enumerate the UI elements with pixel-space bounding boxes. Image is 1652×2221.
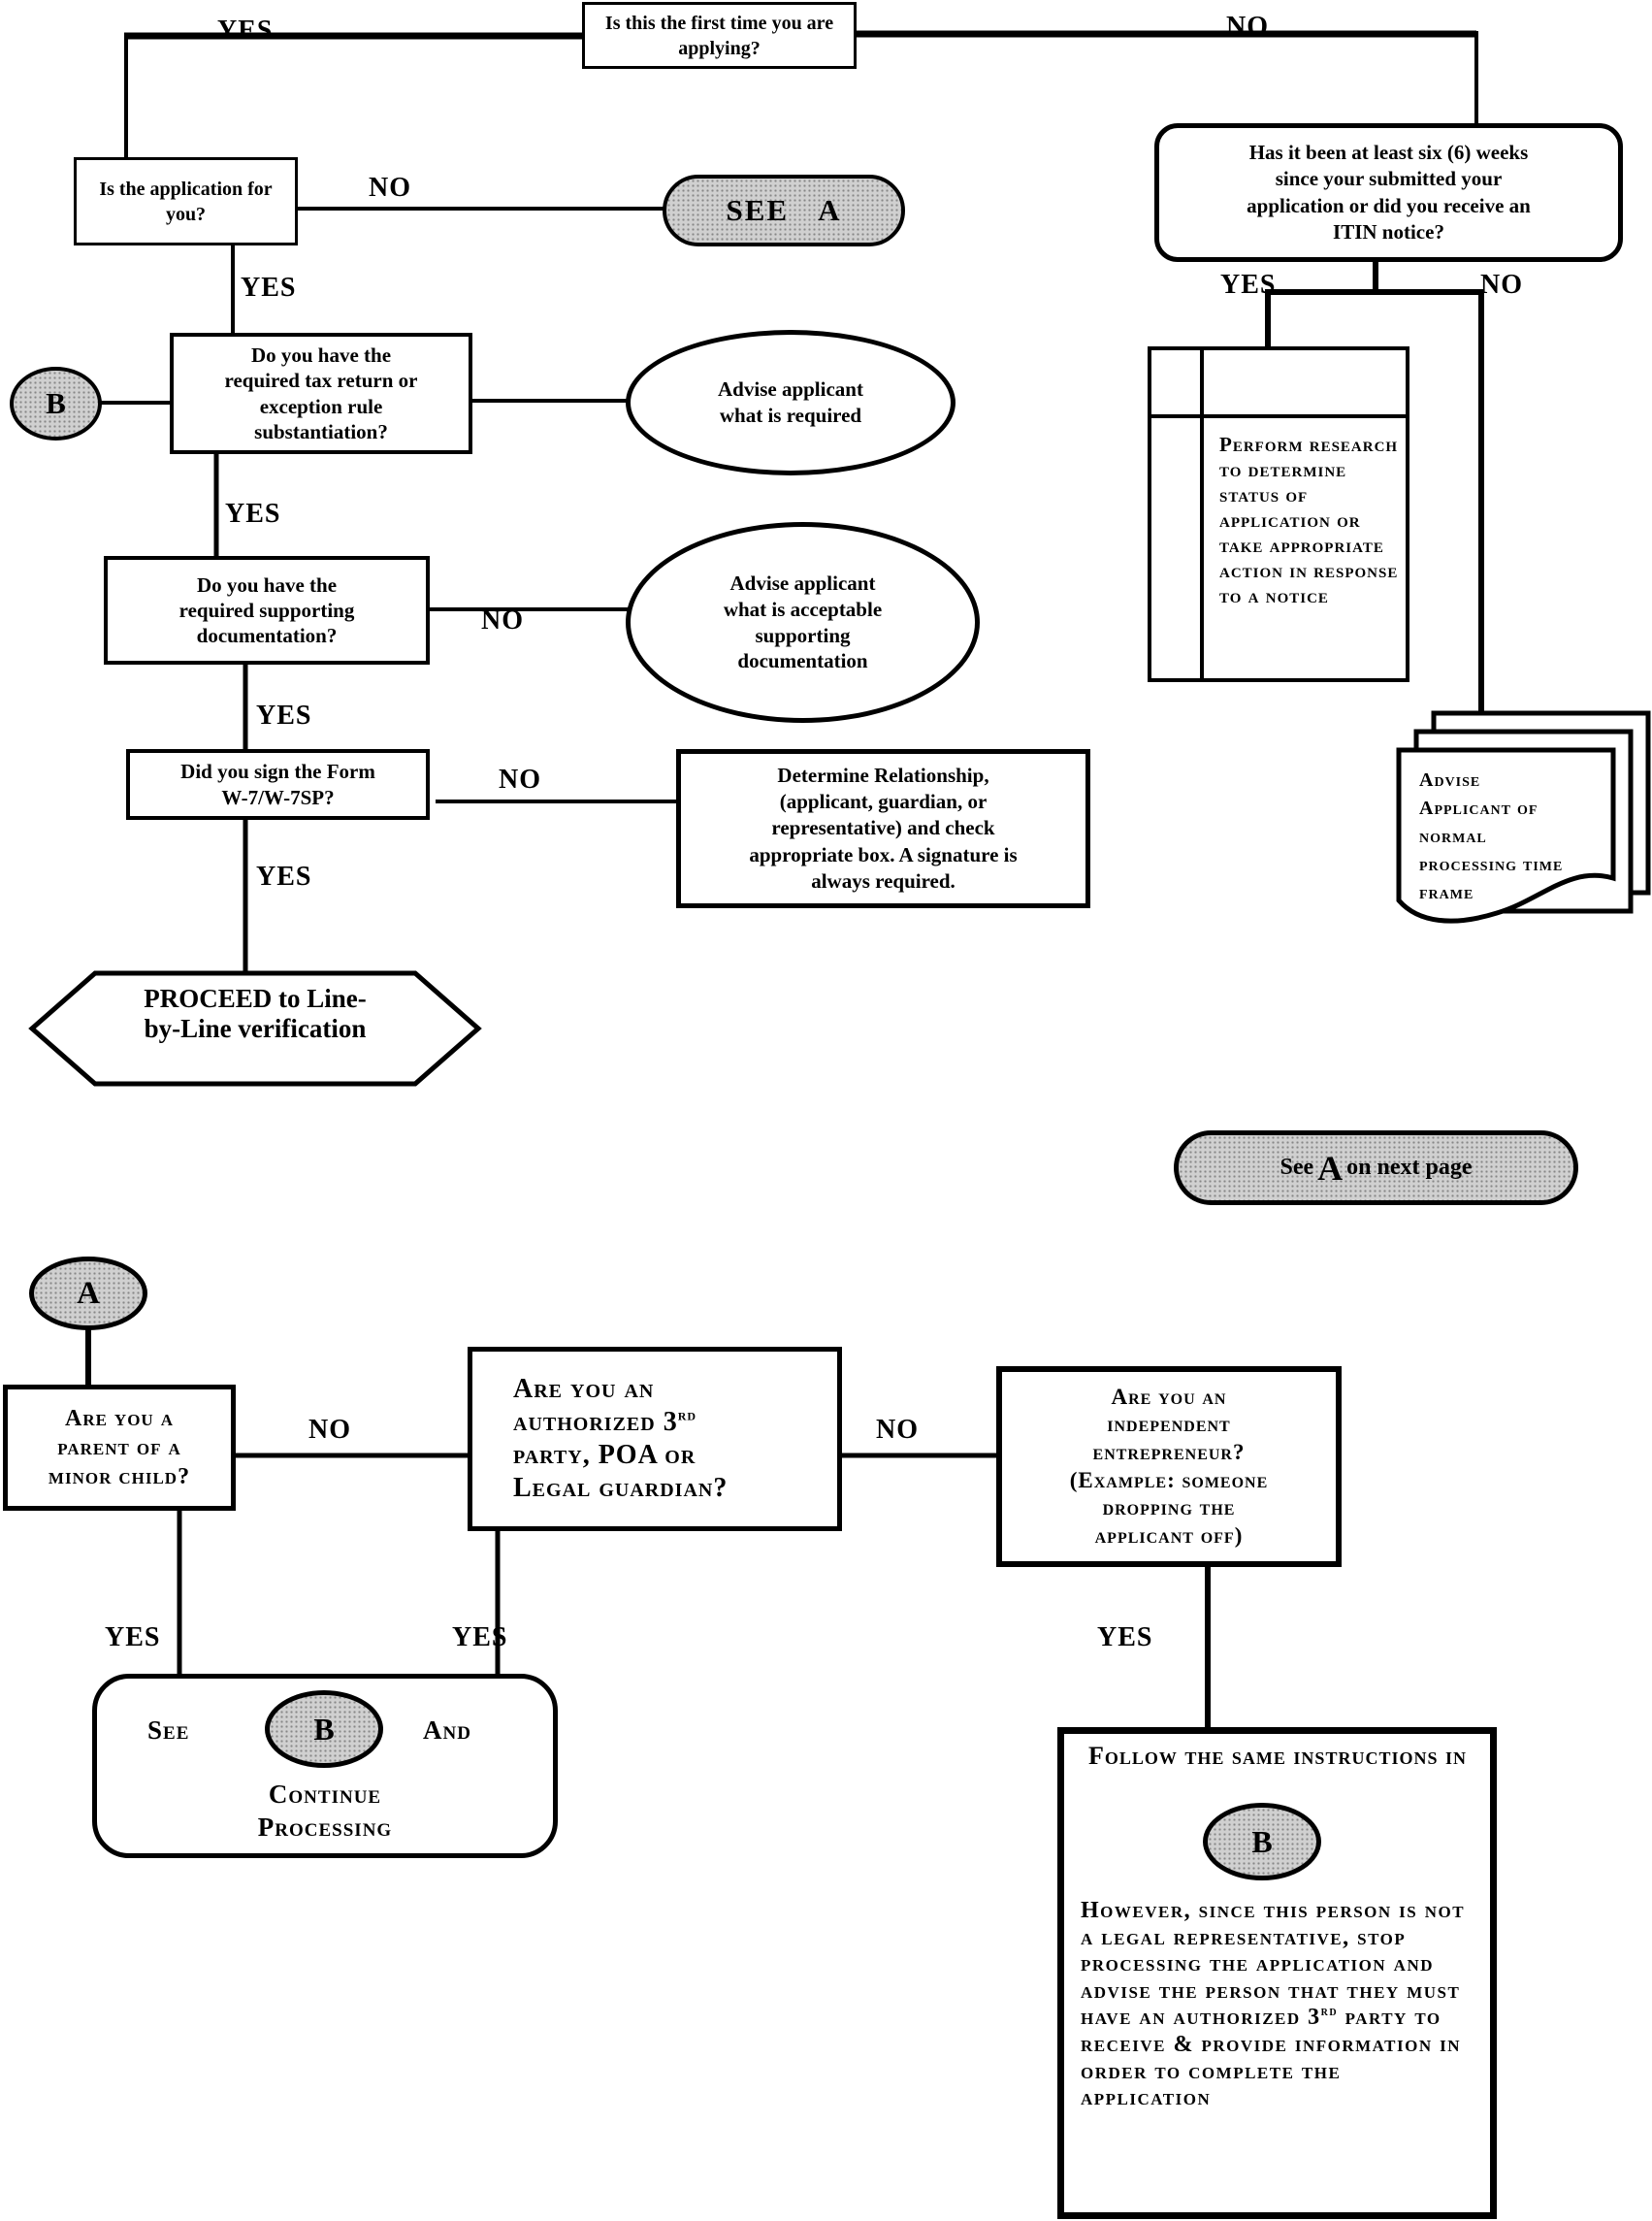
label-yes-has-been: YES [1220,270,1277,300]
follow-instructions-body [1081,1898,1474,2112]
tax-return-question-box [170,333,472,454]
advise-timeframe-text: Advise Applicant of normal processing time frame [1419,769,1564,903]
b-connector-letter: B [46,386,66,420]
see-b-badge-letter: B [313,1711,335,1747]
see-a-terminal [663,175,905,246]
see-b-badge [265,1690,383,1768]
determine-relationship-text: Determine Relationship, (applicant, guardian, or representative) and check appropriate box. A signature is always required. [749,763,1018,893]
label-no-first-time: NO [1226,12,1269,42]
entrepreneur-question-text: Are you an independent entrepreneur? (Example: someone dropping the applicant off) [1069,1384,1269,1548]
see-a-letter: A [818,193,842,227]
label-no-application: NO [369,173,411,203]
see-a-text: SEE [726,193,790,227]
a-connector-badge [29,1257,147,1330]
sign-w7-question-box [126,749,430,820]
label-yes-first-time: YES [217,16,274,46]
label-yes-sign-w7: YES [256,862,312,892]
see-b-continue-text: Continue Processing [257,1780,393,1842]
perform-research-table [1148,346,1409,682]
b-connector-badge [10,367,102,441]
supporting-doc-question-box [104,556,430,665]
label-no-has-been: NO [1480,270,1523,300]
proceed-hexagon-text: PROCEED to Line-by-Line verification [144,984,367,1044]
label-no-sign-w7: NO [499,765,541,795]
label-no-supporting-doc: NO [481,605,524,636]
label-yes-authorized: YES [452,1622,508,1652]
authorized-party-question-text [513,1373,775,1506]
authorized-party-text-post: party, POA or Legal guardian? [513,1440,729,1504]
see-b-see-text: See [147,1715,190,1745]
supporting-doc-question-text: Do you have the required supporting documentation? [178,572,355,648]
label-no-authorized: NO [876,1415,919,1445]
a-connector-letter: A [77,1275,100,1311]
follow-instructions-badge-letter: B [1251,1823,1273,1859]
parent-minor-question-text: Are you a parent of a minor child? [48,1406,191,1489]
perform-research-row-divider [1151,414,1406,418]
follow-body-post: party to receive & provide information in order to complete the application [1081,2005,1462,2111]
label-yes-parent: YES [105,1622,161,1652]
has-been-six-weeks-box [1154,123,1623,262]
label-yes-entrepreneur: YES [1097,1622,1153,1652]
see-a-next-page-terminal [1174,1130,1578,1205]
first-time-question-text: Is this the first time you are applying? [604,12,834,59]
tax-return-question-text: Do you have the required tax return or exception rule substantiation? [224,343,418,443]
label-yes-application: YES [241,273,297,303]
advise-acceptable-text: Advise applicant what is acceptable supporting documentation [723,571,883,673]
application-for-you-text: Is the application for you? [99,178,273,225]
label-yes-tax-return: YES [225,499,281,529]
advise-required-text: Advise applicant what is required [718,376,863,427]
see-a-next-pre: See [1279,1155,1314,1180]
authorized-party-text-sup: rd [677,1405,697,1424]
label-no-parent: NO [308,1415,351,1445]
perform-research-text: Perform research to determine status of application or take appropriate action in response to a notice [1219,433,1399,608]
follow-body-pre: However, since this person is not a legal representative, stop processing the application and advise the person that they must have an authorized 3 [1081,1898,1466,2031]
has-been-six-weeks-text: Has it been at least six (6) weeks since your submitted your application or did you receive an ITIN notice? [1247,140,1531,244]
determine-relationship-box [676,749,1090,908]
sign-w7-question-text: Did you sign the Form W-7/W-7SP? [180,760,375,809]
advise-acceptable-ellipse [626,522,980,723]
see-b-and-text: And [423,1715,471,1745]
label-yes-supporting-doc: YES [256,701,312,731]
entrepreneur-question-box [996,1366,1342,1567]
see-a-next-letter: A [1317,1148,1344,1188]
parent-minor-question-box [3,1385,236,1511]
application-for-you-box [74,157,298,245]
see-a-next-post: on next page [1346,1155,1473,1180]
follow-instructions-title: Follow the same instructions in [1088,1742,1467,1770]
follow-instructions-badge [1203,1803,1321,1880]
perform-research-col-divider [1200,350,1204,678]
authorized-party-text-pre: Are you an authorized 3 [513,1373,678,1437]
advise-required-ellipse [626,330,956,475]
authorized-party-question-box [468,1347,842,1531]
follow-body-sup: rd [1320,2004,1339,2020]
first-time-question-box [582,2,857,69]
